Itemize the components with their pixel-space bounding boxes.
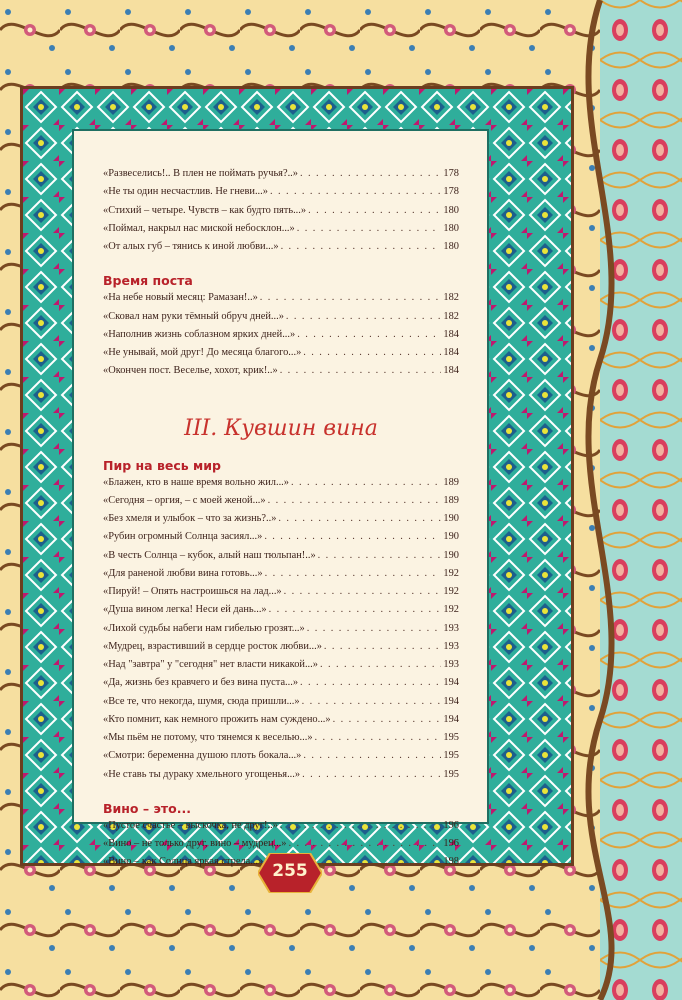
table-of-contents	[103, 168, 459, 875]
toc-entry-title: «Для раненой любви вина готовь...»	[103, 567, 263, 579]
toc-entry-page: 194	[443, 713, 459, 725]
page-number: 255	[272, 861, 308, 881]
dot-leader	[303, 347, 441, 358]
toc-entry-page: 193	[443, 659, 459, 670]
dot-leader	[260, 292, 442, 303]
dot-leader	[315, 732, 442, 743]
toc-entry-page: 192	[443, 567, 459, 579]
section-heading-fasting: Время поста	[103, 273, 193, 289]
dot-leader	[303, 750, 441, 761]
toc-entry-page: 184	[443, 347, 459, 358]
toc-entry	[103, 292, 459, 310]
toc-entry-page: 194	[443, 677, 459, 689]
toc-entry	[103, 568, 459, 586]
toc-entry-title: «В честь Солнца – кубок, алый наш тюльпан!..»	[103, 549, 316, 561]
toc-entry-page: 194	[443, 695, 459, 707]
toc-entry-title: «Над "завтра" у "сегодня" нет власти никакой...»	[103, 659, 318, 670]
toc-entry-title: «Кто помнит, как немного прожить нам суждено...»	[103, 713, 331, 725]
dot-leader	[280, 820, 442, 831]
dot-leader	[269, 604, 442, 615]
dot-leader	[333, 714, 442, 725]
toc-entry-title: «Мы пьём не потому, что тянемся к веселью...»	[103, 732, 313, 743]
toc-group-2	[103, 292, 459, 383]
toc-entry	[103, 820, 459, 838]
toc-entry-page: 193	[443, 640, 459, 652]
toc-entry	[103, 347, 459, 365]
toc-entry	[103, 659, 459, 677]
toc-entry-title: «Лихой судьбы набеги нам гибелью грозят...»	[103, 622, 305, 634]
toc-entry	[103, 513, 459, 531]
toc-entry	[103, 205, 459, 223]
dot-leader	[278, 513, 441, 524]
dot-leader	[302, 696, 442, 707]
toc-entry-title: «Не унывай, мой друг! До месяца благого...»	[103, 347, 302, 358]
toc-entry-title: «Рубин огромный Солнца засиял...»	[103, 531, 263, 543]
toc-entry	[103, 495, 459, 513]
toc-entry	[103, 477, 459, 495]
toc-entry	[103, 750, 459, 768]
toc-entry	[103, 604, 459, 622]
toc-entry	[103, 311, 459, 329]
toc-entry	[103, 223, 459, 241]
toc-entry-page: 189	[443, 494, 459, 506]
toc-entry	[103, 365, 459, 383]
toc-entry-title: «Не ставь ты дураку хмельного угощенья...»	[103, 768, 301, 780]
toc-entry-page: 193	[443, 622, 459, 634]
toc-entry-page: 178	[443, 168, 459, 179]
dot-leader	[291, 477, 441, 488]
toc-entry-page: 180	[443, 222, 459, 234]
toc-entry-title: «Без хмеля и улыбок – что за жизнь?..»	[103, 513, 277, 524]
toc-entry-page: 182	[443, 310, 459, 322]
toc-entry	[103, 641, 459, 659]
toc-entry-page: 192	[443, 604, 459, 616]
toc-entry-page: 198	[443, 856, 459, 868]
toc-entry-title: «Наполнив жизнь соблазном ярких дней...»	[103, 328, 296, 340]
toc-entry-title: «От алых губ – тянись к иной любви...»	[103, 241, 279, 252]
toc-entry-page: 184	[443, 365, 459, 377]
toc-entry-title: «Стихий – четыре. Чувств – как будто пять...»	[103, 204, 307, 216]
toc-entry-page: 192	[443, 586, 459, 597]
toc-entry	[103, 329, 459, 347]
toc-entry-page: 195	[443, 732, 459, 743]
dot-leader	[297, 223, 442, 234]
dot-leader	[300, 677, 441, 688]
toc-entry	[103, 696, 459, 714]
toc-entry-title: «Да, жизнь без кравчего и без вина пуста...»	[103, 677, 299, 689]
toc-entry-title: «Поймал, накрыл нас миской небосклон...»	[103, 222, 295, 234]
toc-entry-page: 180	[443, 204, 459, 216]
toc-entry	[103, 623, 459, 641]
toc-entry-page: 182	[443, 292, 459, 304]
dot-leader	[297, 329, 441, 340]
toc-entry-title: «Смотри: беременна душою плоть бокала...»	[103, 750, 302, 762]
toc-entry	[103, 186, 459, 204]
toc-entry-page: 184	[443, 328, 459, 340]
section-heading-wine: Вино – это...	[103, 800, 191, 816]
toc-entry-title: «Пустое счастье – выскочка, не друг!..»	[103, 819, 278, 831]
toc-entry	[103, 677, 459, 695]
dot-leader	[286, 311, 442, 322]
toc-entry	[103, 586, 459, 604]
dot-leader	[318, 550, 442, 561]
toc-entry	[103, 531, 459, 549]
toc-entry-title: «Вино – не только друг, вино – мудрец...»	[103, 838, 287, 849]
toc-entry-page: 196	[443, 838, 459, 849]
dot-leader	[324, 641, 442, 652]
dot-leader	[280, 365, 442, 376]
toc-entry-title: «Сковал нам руки тёмный обруч дней...»	[103, 310, 284, 322]
toc-group-3	[103, 477, 459, 787]
toc-entry	[103, 168, 459, 186]
toc-entry-page: 189	[443, 476, 459, 488]
toc-entry	[103, 732, 459, 750]
dot-leader	[264, 531, 441, 542]
toc-entry	[103, 714, 459, 732]
dot-leader	[320, 659, 441, 670]
toc-entry-title: «Мудрец, взрастивший в сердце росток любви...»	[103, 640, 322, 652]
dot-leader	[300, 168, 441, 179]
toc-entry-title: «Душа вином легка! Неси ей дань...»	[103, 604, 267, 616]
toc-entry-title: «Вино – как Солнца яркая стрела...»	[103, 856, 264, 868]
toc-entry-title: «Окончен пост. Веселье, хохот, крик!..»	[103, 365, 278, 377]
dot-leader	[284, 586, 442, 597]
toc-entry-page: 180	[443, 241, 459, 252]
toc-entry-page: 196	[443, 819, 459, 831]
toc-entry-title: «Развеселись!.. В плен не поймать ручья?..»	[103, 168, 298, 179]
toc-group-1	[103, 168, 459, 259]
dot-leader	[302, 769, 441, 780]
toc-entry-page: 195	[443, 750, 459, 762]
toc-entry	[103, 769, 459, 787]
section-heading-feast: Пир на весь мир	[103, 457, 221, 473]
dot-leader	[270, 186, 441, 197]
toc-entry-title: «Пируй! – Опять настроишься на лад...»	[103, 586, 282, 597]
toc-entry-page: 195	[443, 768, 459, 780]
toc-entry	[103, 550, 459, 568]
toc-entry-page: 190	[443, 549, 459, 561]
toc-entry-page: 190	[443, 513, 459, 524]
dot-leader	[289, 838, 442, 849]
toc-entry	[103, 241, 459, 259]
part-title: III. Кувшин вина	[184, 415, 378, 441]
toc-entry-page: 178	[443, 186, 459, 198]
dot-leader	[307, 623, 442, 634]
dot-leader	[308, 205, 441, 216]
toc-entry-title: «Блажен, кто в наше время вольно жил...»	[103, 476, 289, 488]
dot-leader	[268, 495, 442, 506]
dot-leader	[265, 568, 442, 579]
toc-entry-page: 190	[443, 531, 459, 543]
toc-entry-title: «Не ты один несчастлив. Не гневи...»	[103, 186, 268, 198]
toc-entry-title: «На небе новый месяц: Рамазан!..»	[103, 292, 258, 304]
toc-entry-title: «Все те, что некогда, шумя, сюда пришли...»	[103, 695, 300, 707]
dot-leader	[281, 241, 442, 252]
toc-entry-title: «Сегодня – оргия, – с моей женой...»	[103, 494, 266, 506]
